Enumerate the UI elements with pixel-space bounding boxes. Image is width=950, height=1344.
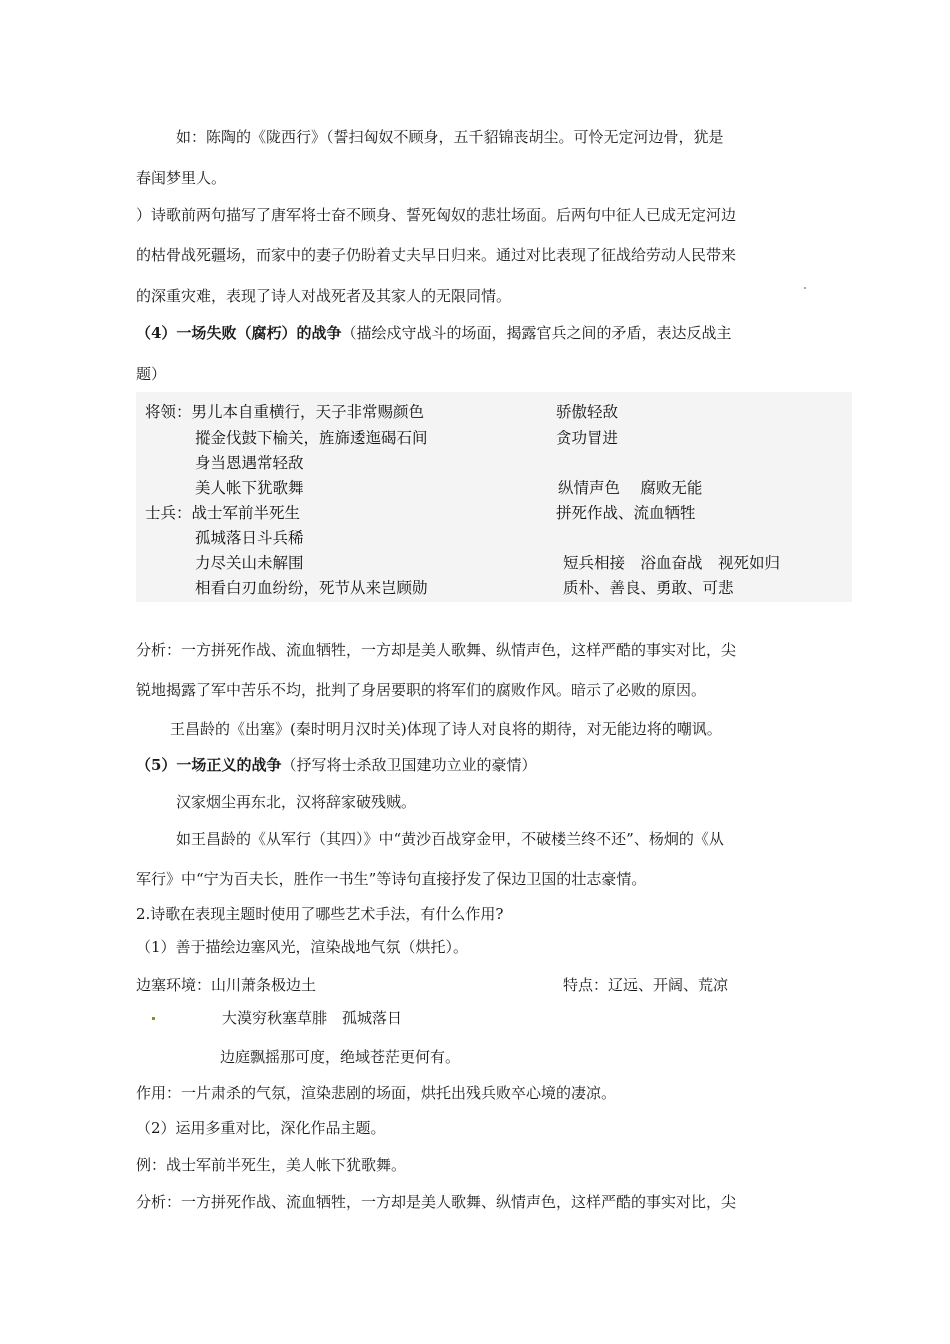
text-line: ）诗歌前两句描写了唐军将士奋不顾身、誓死匈奴的悲壮场面。后两句中征人已成无定河边 (136, 206, 737, 224)
text-line: （2）运用多重对比，深化作品主题。 (136, 1119, 386, 1137)
poem-note: 质朴、善良、勇敢、可悲 (563, 579, 734, 597)
text-line: 锐地揭露了军中苦乐不均，批判了身居要职的将军们的腐败作风。暗示了必败的原因。 (136, 681, 707, 699)
poem-line: 将领：男儿本自重横行，天子非常赐颜色 (145, 403, 425, 421)
text-line: 分析：一方拼死作战、流血牺牲，一方却是美人歌舞、纵情声色，这样严酷的事实对比，尖 (136, 1193, 737, 1211)
poem-line: 相看白刃血纷纷，死节从来岂顾勋 (195, 579, 428, 597)
text-line: 大漠穷秋塞草腓 孤城落日 (222, 1009, 403, 1027)
poem-note: 纵情声色 腐败无能 (558, 479, 703, 497)
poem-line: 孤城落日斗兵稀 (195, 529, 304, 547)
stray-mark (152, 1017, 155, 1020)
poem-note: 贪功冒进 (556, 429, 619, 447)
stray-mark (804, 287, 806, 289)
text-line: 题） (136, 365, 167, 383)
text-line: 王昌龄的《出塞》(秦时明月汉时关)体现了诗人对良将的期待，对无能边将的嘲讽。 (170, 720, 722, 738)
text-line: 例：战士军前半死生，美人帐下犹歌舞。 (136, 1156, 407, 1174)
poem-line: 身当恩遇常轻敌 (195, 454, 304, 472)
section-5-heading-line (136, 755, 536, 775)
poem-note: 拼死作战、流血牺牲 (556, 504, 696, 522)
text-line: 的枯骨战死疆场，而家中的妻子仍盼着丈夫早日归来。通过对比表现了征战给劳动人民带来 (136, 246, 737, 264)
poem-note: 骄傲轻敌 (556, 403, 619, 421)
text-line: （1）善于描绘边塞风光，渲染战地气氛（烘托）。 (136, 938, 469, 956)
text-line: 的深重灾难，表现了诗人对战死者及其家人的无限同情。 (136, 287, 512, 305)
section-5-title: （5）一场正义的战争 (136, 756, 282, 774)
poem-line: 力尽关山未解围 (195, 554, 304, 572)
text-line: 如王昌龄的《从军行（其四）》中“黄沙百战穿金甲，不破楼兰终不还”、杨炯的《从 (176, 830, 724, 848)
text-line: 作用：一片肃杀的气氛，渲染悲剧的场面，烘托出残兵败卒心境的凄凉。 (136, 1084, 617, 1102)
text-line: 春闺梦里人。 (136, 169, 227, 187)
poem-line: 摐金伐鼓下榆关，旌旆逶迤碣石间 (195, 429, 428, 447)
text-line: 特点：辽远、开阔、荒凉 (563, 976, 729, 994)
poem-line: 士兵：战士军前半死生 (145, 504, 301, 522)
section-4-title: （4）一场失败（腐朽）的战争 (136, 324, 342, 342)
poem-line: 美人帐下犹歌舞 (195, 479, 304, 497)
text-line: 边塞环境：山川萧条极边土 (136, 976, 317, 994)
text-line: 军行》中“宁为百夫长，胜作一书生”等诗句直接抒发了保边卫国的壮志豪情。 (136, 870, 647, 888)
section-4-heading-line (136, 323, 731, 343)
poem-note: 短兵相接 浴血奋战 视死如归 (563, 554, 781, 572)
text-line: 如：陈陶的《陇西行》（誓扫匈奴不顾身，五千貂锦丧胡尘。可怜无定河边骨，犹是 (176, 128, 724, 146)
text-line: 分析：一方拼死作战、流血牺牲，一方却是美人歌舞、纵情声色，这样严酷的事实对比，尖 (136, 641, 737, 659)
question-heading: 2.诗歌在表现主题时使用了哪些艺术手法，有什么作用? (136, 905, 504, 923)
text-line: 汉家烟尘再东北，汉将辞家破残贼。 (176, 793, 417, 811)
section-4-desc: （描绘戍守战斗的场面，揭露官兵之间的矛盾，表达反战主 (341, 324, 732, 342)
text-line: 边庭飘摇那可度，绝域苍茫更何有。 (220, 1048, 461, 1066)
section-5-desc: （抒写将士杀敌卫国建功立业的豪情） (281, 756, 537, 774)
